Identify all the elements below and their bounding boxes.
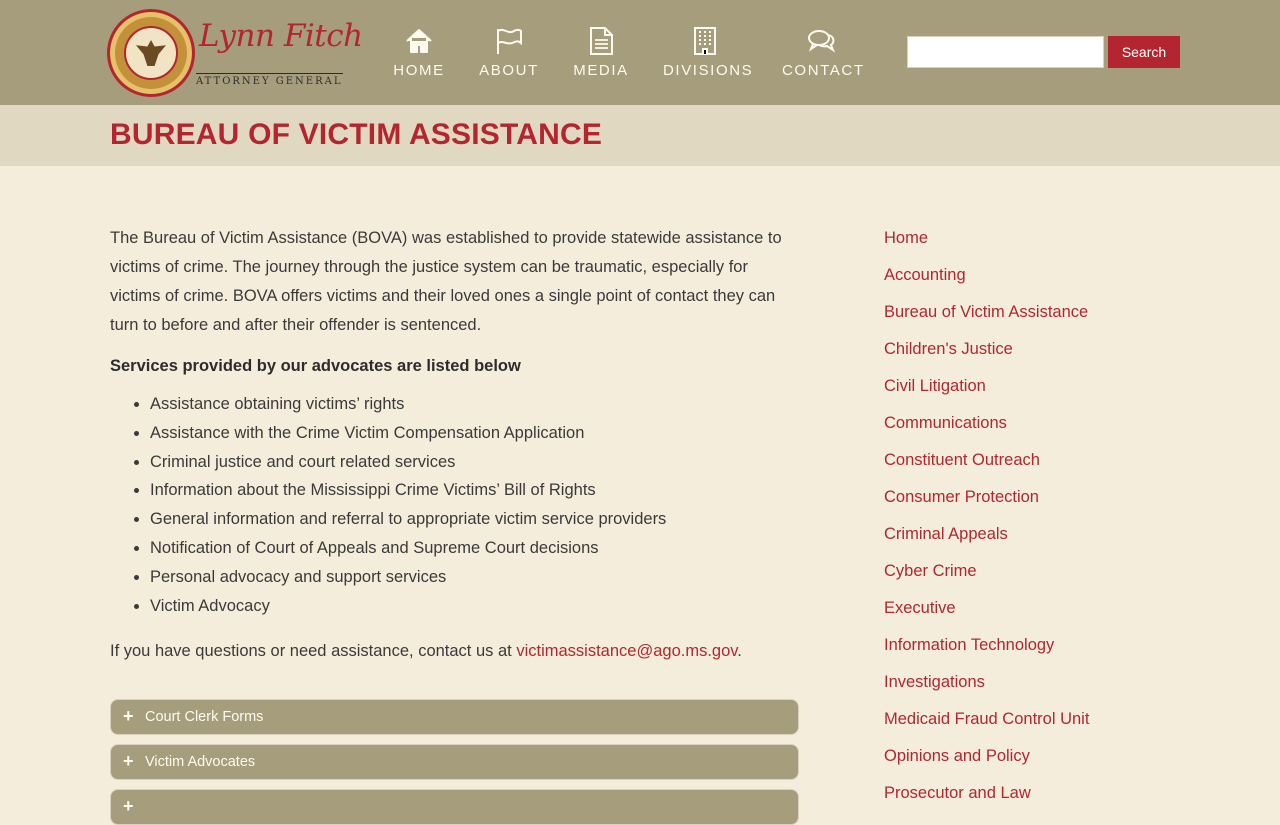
sidebar-item-investigations[interactable]: Investigations <box>884 673 985 691</box>
contact-email-link[interactable]: victimassistance@ago.ms.gov <box>516 642 738 661</box>
accordion-court-clerk-forms[interactable] <box>110 699 799 735</box>
plus-icon: + <box>123 796 134 816</box>
accordion-label: Victim Advocates <box>145 754 256 770</box>
sidebar-item-communications[interactable]: Communications <box>884 414 1007 432</box>
plus-icon: + <box>123 751 134 771</box>
main-content <box>110 224 800 666</box>
divisions-sidebar <box>884 229 1224 821</box>
nav-home[interactable] <box>390 26 448 79</box>
nav-home-label: HOME <box>393 62 445 79</box>
sidebar-item-constituent-outreach[interactable]: Constituent Outreach <box>884 451 1040 469</box>
contact-suffix: . <box>737 642 742 661</box>
intro-paragraph: The Bureau of Victim Assistance (BOVA) was established to provide statewide assistance to victims of crime. The journey through the justice system can be traumatic, especially for victims of crime. BOVA offers victims and their loved ones a single point of contact they can turn to before and after their offender is sentenced. <box>110 229 782 334</box>
sidebar-item-executive[interactable]: Executive <box>884 599 956 617</box>
home-icon <box>404 26 434 56</box>
contact-prefix: If you have questions or need assistance, contact us at <box>110 642 517 661</box>
search-button[interactable]: Search <box>1108 36 1180 68</box>
sidebar-item-cyber-crime[interactable]: Cyber Crime <box>884 562 977 580</box>
services-heading: Services provided by our advocates are listed below <box>110 357 521 375</box>
sidebar-item-criminal-appeals[interactable]: Criminal Appeals <box>884 525 1008 543</box>
state-seal-icon <box>107 9 195 97</box>
nav-divisions-label: DIVISIONS <box>663 62 754 79</box>
logo-subtitle: ATTORNEY GENERAL <box>196 73 343 87</box>
list-item: • Information about the Mississippi Crime Victims’ Bill of Rights <box>150 476 800 505</box>
sidebar-item-information-technology[interactable]: Information Technology <box>884 636 1055 654</box>
sidebar-item-opinions-and-policy[interactable]: Opinions and Policy <box>884 747 1030 765</box>
services-list <box>110 390 800 620</box>
list-item: • General information and referral to appropriate victim service providers <box>150 505 800 534</box>
nav-divisions[interactable] <box>663 26 754 79</box>
sidebar-item-bureau-of-victim-assistance[interactable]: Bureau of Victim Assistance <box>884 303 1089 321</box>
nav-about-label: ABOUT <box>479 62 539 79</box>
list-item: • Personal advocacy and support services <box>150 563 800 592</box>
list-item: • Assistance obtaining victims’ rights <box>150 390 800 419</box>
sidebar-item-accounting[interactable]: Accounting <box>884 266 966 284</box>
sidebar-item-home[interactable]: Home <box>884 229 929 247</box>
site-header <box>0 0 1280 105</box>
nav-media-label: MEDIA <box>573 62 629 79</box>
list-item: • Notification of Court of Appeals and Supreme Court decisions <box>150 534 800 563</box>
contact-line <box>110 637 800 666</box>
sidebar-item-medicaid-fraud-control-unit[interactable]: Medicaid Fraud Control Unit <box>884 710 1090 728</box>
site-logo[interactable] <box>107 8 363 98</box>
sidebar-item-prosecutor-and-law[interactable]: Prosecutor and Law <box>884 784 1031 802</box>
page-title: BUREAU OF VICTIM ASSISTANCE <box>110 118 603 151</box>
building-icon <box>690 26 720 56</box>
nav-about[interactable] <box>479 26 539 79</box>
accordion-third[interactable] <box>110 789 799 825</box>
search-input[interactable] <box>907 36 1104 68</box>
chat-icon <box>807 26 837 56</box>
sidebar-item-civil-litigation[interactable]: Civil Litigation <box>884 377 986 395</box>
plus-icon: + <box>123 706 134 726</box>
sidebar-item-consumer-protection[interactable]: Consumer Protection <box>884 488 1039 506</box>
list-item: • Criminal justice and court related services <box>150 448 800 477</box>
nav-contact[interactable] <box>782 26 865 79</box>
accordion-label: Court Clerk Forms <box>145 709 264 725</box>
sidebar-item-childrens-justice[interactable]: Children's Justice <box>884 340 1013 358</box>
logo-name: Lynn Fitch <box>199 18 363 54</box>
nav-media[interactable] <box>572 26 630 79</box>
list-item: • Victim Advocacy <box>150 592 800 621</box>
nav-contact-label: CONTACT <box>782 62 865 79</box>
list-item: • Assistance with the Crime Victim Compensation Application <box>150 419 800 448</box>
document-icon <box>586 26 616 56</box>
flag-icon <box>494 26 524 56</box>
accordion-victim-advocates[interactable] <box>110 744 799 780</box>
